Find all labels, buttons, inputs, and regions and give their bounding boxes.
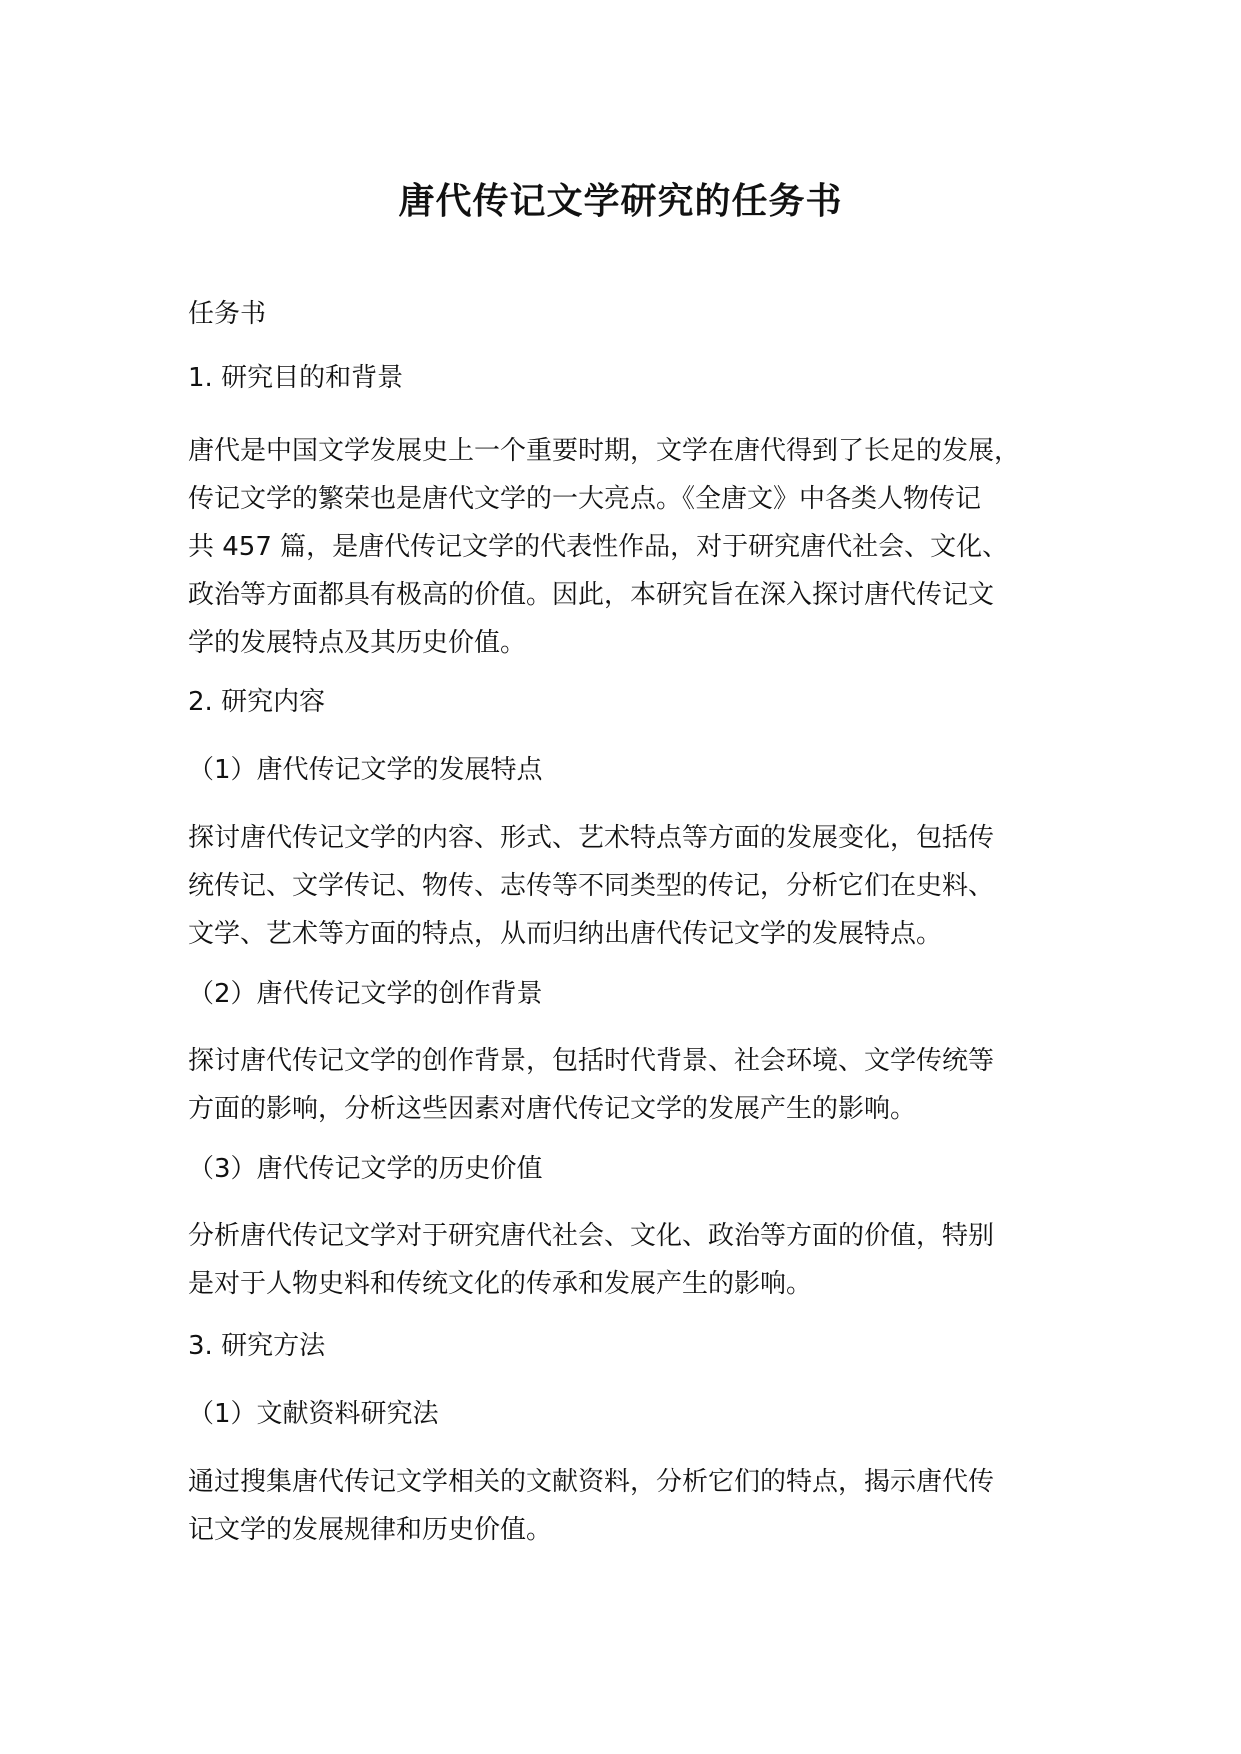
paragraph-line: 探讨唐代传记文学的创作背景，包括时代背景、社会环境、文学传统等 — [188, 1046, 995, 1076]
section-1-title: 1. 研究目的和背景 — [188, 363, 404, 393]
paragraph-line: 记文学的发展规律和历史价值。 — [188, 1515, 553, 1545]
section-3-1-paragraph — [188, 1458, 1088, 1554]
paragraph-line: 共 457 篇，是唐代传记文学的代表性作品，对于研究唐代社会、文化、 — [188, 532, 1009, 562]
paragraph-line: 是对于人物史料和传统文化的传承和发展产生的影响。 — [188, 1269, 813, 1299]
document-title: 唐代传记文学研究的任务书 — [398, 181, 843, 222]
paragraph-line: 分析唐代传记文学对于研究唐代社会、文化、政治等方面的价值，特别 — [188, 1221, 995, 1251]
section-3-1-title: （1）文献资料研究法 — [188, 1399, 439, 1429]
section-2-3-title: （3）唐代传记文学的历史价值 — [188, 1154, 543, 1184]
section-2-1-title: （1）唐代传记文学的发展特点 — [188, 755, 543, 785]
paragraph-line: 通过搜集唐代传记文学相关的文献资料，分析它们的特点，揭示唐代传 — [188, 1467, 995, 1497]
paragraph-line: 统传记、文学传记、物传、志传等不同类型的传记，分析它们在史料、 — [188, 871, 995, 901]
section-2-3-paragraph — [188, 1212, 1088, 1308]
heading-task-book: 任务书 — [188, 299, 267, 329]
paragraph-line: 探讨唐代传记文学的内容、形式、艺术特点等方面的发展变化，包括传 — [188, 823, 995, 853]
paragraph-line: 方面的影响，分析这些因素对唐代传记文学的发展产生的影响。 — [188, 1094, 917, 1124]
paragraph-line: 唐代是中国文学发展史上一个重要时期，文学在唐代得到了长足的发展， — [188, 436, 1021, 466]
paragraph-line: 传记文学的繁荣也是唐代文学的一大亮点。《全唐文》中各类人物传记 — [188, 484, 982, 514]
section-2-2-paragraph — [188, 1037, 1088, 1133]
paragraph-line: 政治等方面都具有极高的价值。因此，本研究旨在深入探讨唐代传记文 — [188, 580, 995, 610]
section-2-1-paragraph — [188, 814, 1088, 958]
paragraph-line: 学的发展特点及其历史价值。 — [188, 628, 527, 658]
section-3-title: 3. 研究方法 — [188, 1331, 326, 1361]
section-2-title: 2. 研究内容 — [188, 687, 326, 717]
section-2-2-title: （2）唐代传记文学的创作背景 — [188, 979, 543, 1009]
paragraph-line: 文学、艺术等方面的特点，从而归纳出唐代传记文学的发展特点。 — [188, 919, 943, 949]
section-1-paragraph — [188, 427, 1088, 667]
